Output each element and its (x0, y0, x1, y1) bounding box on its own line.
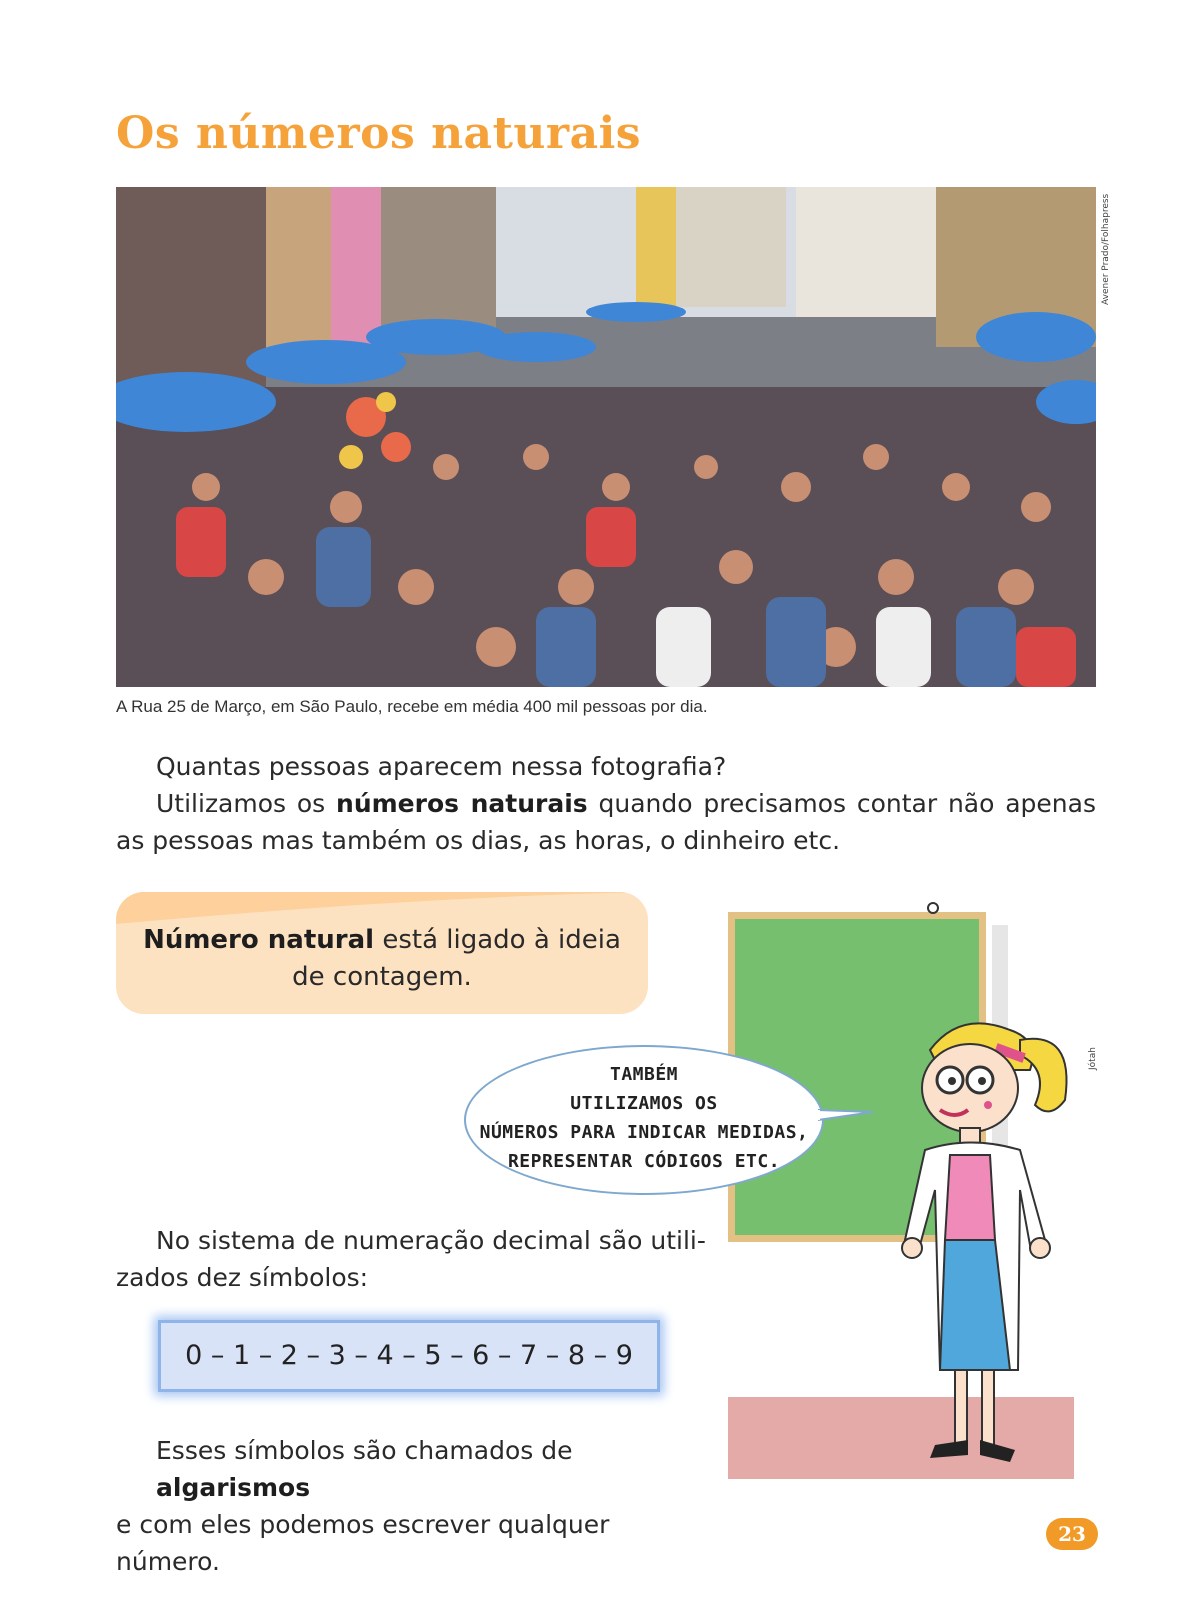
intro-question (116, 748, 1096, 785)
intro-paragraph (116, 785, 1096, 859)
speech-bubble-tail (818, 1106, 878, 1126)
definition-bold: Número natural (143, 925, 375, 955)
digits-box: 0 – 1 – 2 – 3 – 4 – 5 – 6 – 7 – 8 – 9 (158, 1320, 660, 1392)
closing-paragraph (116, 1432, 716, 1580)
speech-line-1: TAMBÉM (609, 1064, 679, 1085)
decimal-line-1: No sistema de numeração decimal são utili- (156, 1226, 706, 1255)
decimal-paragraph (116, 1222, 716, 1296)
intro-text-start: Utilizamos os (156, 789, 337, 818)
question-text: Quantas pessoas aparecem nessa fotografia? (156, 752, 727, 781)
page-number: 23 (1046, 1518, 1098, 1550)
intro-text-end: quando precisamos contar não apenas as pessoas mas também os dias, as horas, o dinheiro etc. (116, 789, 1096, 855)
closing-bold: algarismos (156, 1473, 311, 1502)
decimal-line-2: zados dez símbolos: (116, 1263, 369, 1292)
definition-rest: está ligado à ideia (374, 925, 621, 955)
photo-caption: A Rua 25 de Março, em São Paulo, recebe em média 400 mil pessoas por dia. (116, 697, 708, 716)
photo-credit: Avener Prado/Folhapress (1101, 193, 1111, 305)
teacher-illustration (900, 1010, 1090, 1490)
speech-text (464, 1060, 824, 1176)
definition-line2: de contagem. (292, 962, 472, 992)
intro-bold-term: números naturais (336, 789, 588, 818)
speech-line-4: REPRESENTAR CÓDIGOS ETC. (507, 1151, 781, 1172)
definition-box (116, 892, 648, 1014)
page-title: Os números naturais (116, 108, 642, 159)
speech-line-2: UTILIZAMOS OS (570, 1093, 718, 1114)
closing-line-2: e com eles podemos escrever qualquer número. (116, 1510, 610, 1576)
closing-start: Esses símbolos são chamados de (156, 1436, 573, 1465)
street-crowd-photo (116, 187, 1096, 687)
board-hook (927, 902, 939, 914)
speech-line-3: NÚMEROS PARA INDICAR MEDIDAS, (479, 1122, 809, 1143)
illustration-credit: Jótah (1088, 1047, 1098, 1070)
